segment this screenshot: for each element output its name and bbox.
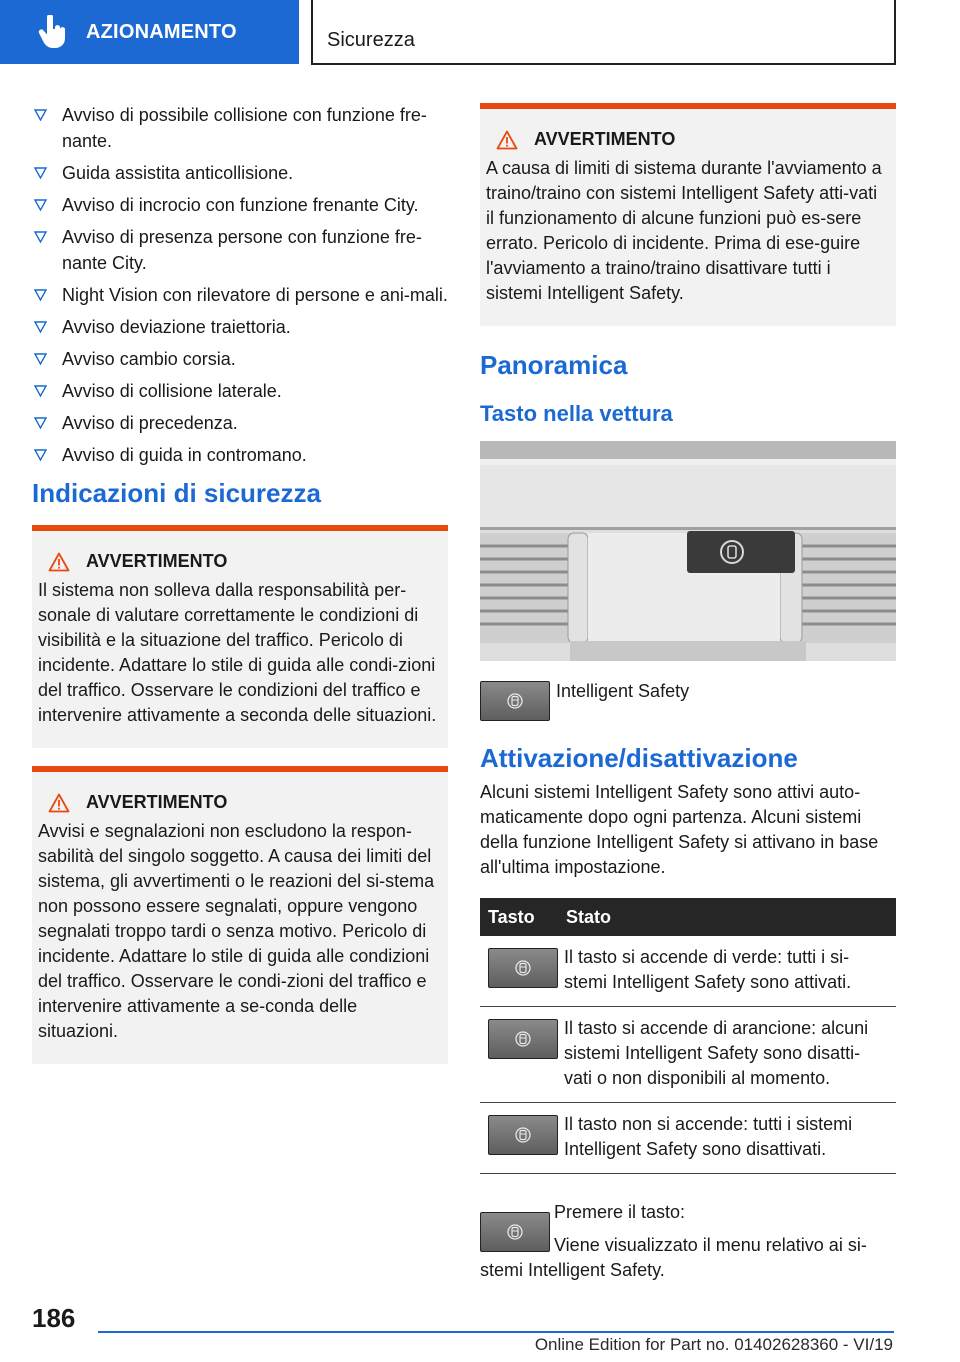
table-cell: Il tasto si accende di arancione: alcuni sistemi Intelligent Safety sono disatti-vati o non disponibili al momento. (558, 1007, 896, 1103)
list-item: Avviso di presenza persone con funzione fre-nante City. (32, 224, 448, 276)
warning-box (480, 103, 896, 326)
triangle-bullet-icon (34, 385, 47, 397)
page-number: 186 (32, 1303, 76, 1333)
list-item: Avviso di collisione laterale. (32, 378, 448, 404)
table-cell: Il tasto non si accende: tutti i sistemi Intelligent Safety sono disattivati. (558, 1103, 896, 1174)
section-header (311, 0, 896, 65)
column-header-stato: Stato (558, 898, 896, 936)
activation-text: Alcuni sistemi Intelligent Safety sono attivi auto-maticamente dopo ogni partenza. Alcuni sistemi della funzione Intelligent Safety si attivano in base all'ultima impostazione. (480, 782, 879, 877)
triangle-bullet-icon (34, 199, 47, 211)
intelligent-safety-button-icon (488, 948, 558, 988)
safety-heading: Indicazioni di sicurezza (32, 478, 321, 508)
warning-box (32, 525, 448, 748)
list-item: Avviso deviazione traiettoria. (32, 314, 448, 340)
table-cell: Il tasto si accende di verde: tutti i si-stemi Intelligent Safety sono attivati. (558, 936, 896, 1007)
warning-title: AVVERTIMENTO (86, 792, 228, 812)
triangle-bullet-icon (34, 289, 47, 301)
feature-list (32, 102, 448, 468)
activation-heading: Attivazione/disattivazione (480, 743, 798, 773)
list-item: Night Vision con rilevatore di persone e ani-mali. (32, 282, 448, 308)
warning-title: AVVERTIMENTO (534, 129, 676, 149)
chapter-tab-label: AZIONAMENTO (86, 20, 237, 43)
list-item: Avviso di precedenza. (32, 410, 448, 436)
overview-heading: Panoramica (480, 350, 628, 380)
list-item: Guida assistita anticollisione. (32, 160, 448, 186)
triangle-bullet-icon (34, 417, 47, 429)
warning-box (32, 766, 448, 1064)
dashboard-illustration (480, 441, 896, 661)
warning-text: Avvisi e segnalazioni non escludono la respon-sabilità del singolo soggetto. A causa dei limiti del sistema, gli avvertimenti o le reazioni del si-stema non possono essere segnalati, oppure vengono segnalati troppo tardi o senza motivo. Pericolo di incidente. Adattare lo stile di guida alle condizioni del traffico. Osservare le condi-zioni del traffico e intervenire attivamente a se-conda delle situazioni. (38, 821, 435, 1041)
list-item: Avviso di possibile collisione con funzione fre-nante. (32, 102, 448, 154)
legend-label: Intelligent Safety (556, 681, 690, 701)
intelligent-safety-button-icon (480, 1212, 550, 1252)
warning-text: Il sistema non solleva dalla responsabilità per-sonale di valutare correttamente le condizioni di visibilità e la situazione del traffico. Pericolo di incidente. Adattare lo stile di guida alle condi-zioni del traffico. Osservare le condizioni del traffico e intervenire attivamente a seconda delle situazioni. (38, 580, 437, 725)
intelligent-safety-button-icon (488, 1019, 558, 1059)
warning-title: AVVERTIMENTO (86, 551, 228, 571)
triangle-bullet-icon (34, 449, 47, 461)
right-column (480, 103, 896, 1283)
list-item: Avviso di guida in contromano. (32, 442, 448, 468)
button-in-car-heading: Tasto nella vettura (480, 401, 673, 426)
triangle-bullet-icon (34, 231, 47, 243)
press-instruction: Premere il tasto: (554, 1202, 686, 1222)
warning-triangle-icon (48, 793, 70, 813)
hand-pointer-icon (38, 15, 68, 49)
status-table (480, 898, 896, 1174)
triangle-bullet-icon (34, 167, 47, 179)
triangle-bullet-icon (34, 353, 47, 365)
table-header-row (480, 898, 896, 936)
intelligent-safety-button-icon (488, 1115, 558, 1155)
table-row (480, 936, 896, 1007)
press-result: Viene visualizzato il menu relativo ai si- (554, 1235, 867, 1255)
column-header-tasto: Tasto (480, 898, 558, 936)
section-title: Sicurezza (327, 29, 415, 51)
list-item: Avviso di incrocio con funzione frenante City. (32, 192, 448, 218)
press-result-continued: stemi Intelligent Safety. (480, 1260, 665, 1280)
table-row (480, 1103, 896, 1174)
list-item: Avviso cambio corsia. (32, 346, 448, 372)
triangle-bullet-icon (34, 321, 47, 333)
footer-divider (98, 1331, 894, 1333)
chapter-tab[interactable] (0, 0, 299, 64)
table-row (480, 1007, 896, 1103)
dashboard-photo (480, 441, 896, 661)
edition-footer: Online Edition for Part no. 01402628360 - VI/19 (534, 1335, 893, 1354)
intelligent-safety-button-icon (480, 681, 550, 721)
warning-triangle-icon (48, 552, 70, 572)
warning-triangle-icon (496, 130, 518, 150)
triangle-bullet-icon (34, 109, 47, 121)
left-column (32, 102, 448, 1064)
warning-text: A causa di limiti di sistema durante l'avviamento a traino/traino con sistemi Intelligent Safety atti-vati il funzionamento di alcune funzioni può es-sere errato. Pericolo di incidente. Prima di ese-guire l'avviamento a traino/traino disattivare tutti i sistemi Intelligent Safety. (486, 158, 882, 303)
